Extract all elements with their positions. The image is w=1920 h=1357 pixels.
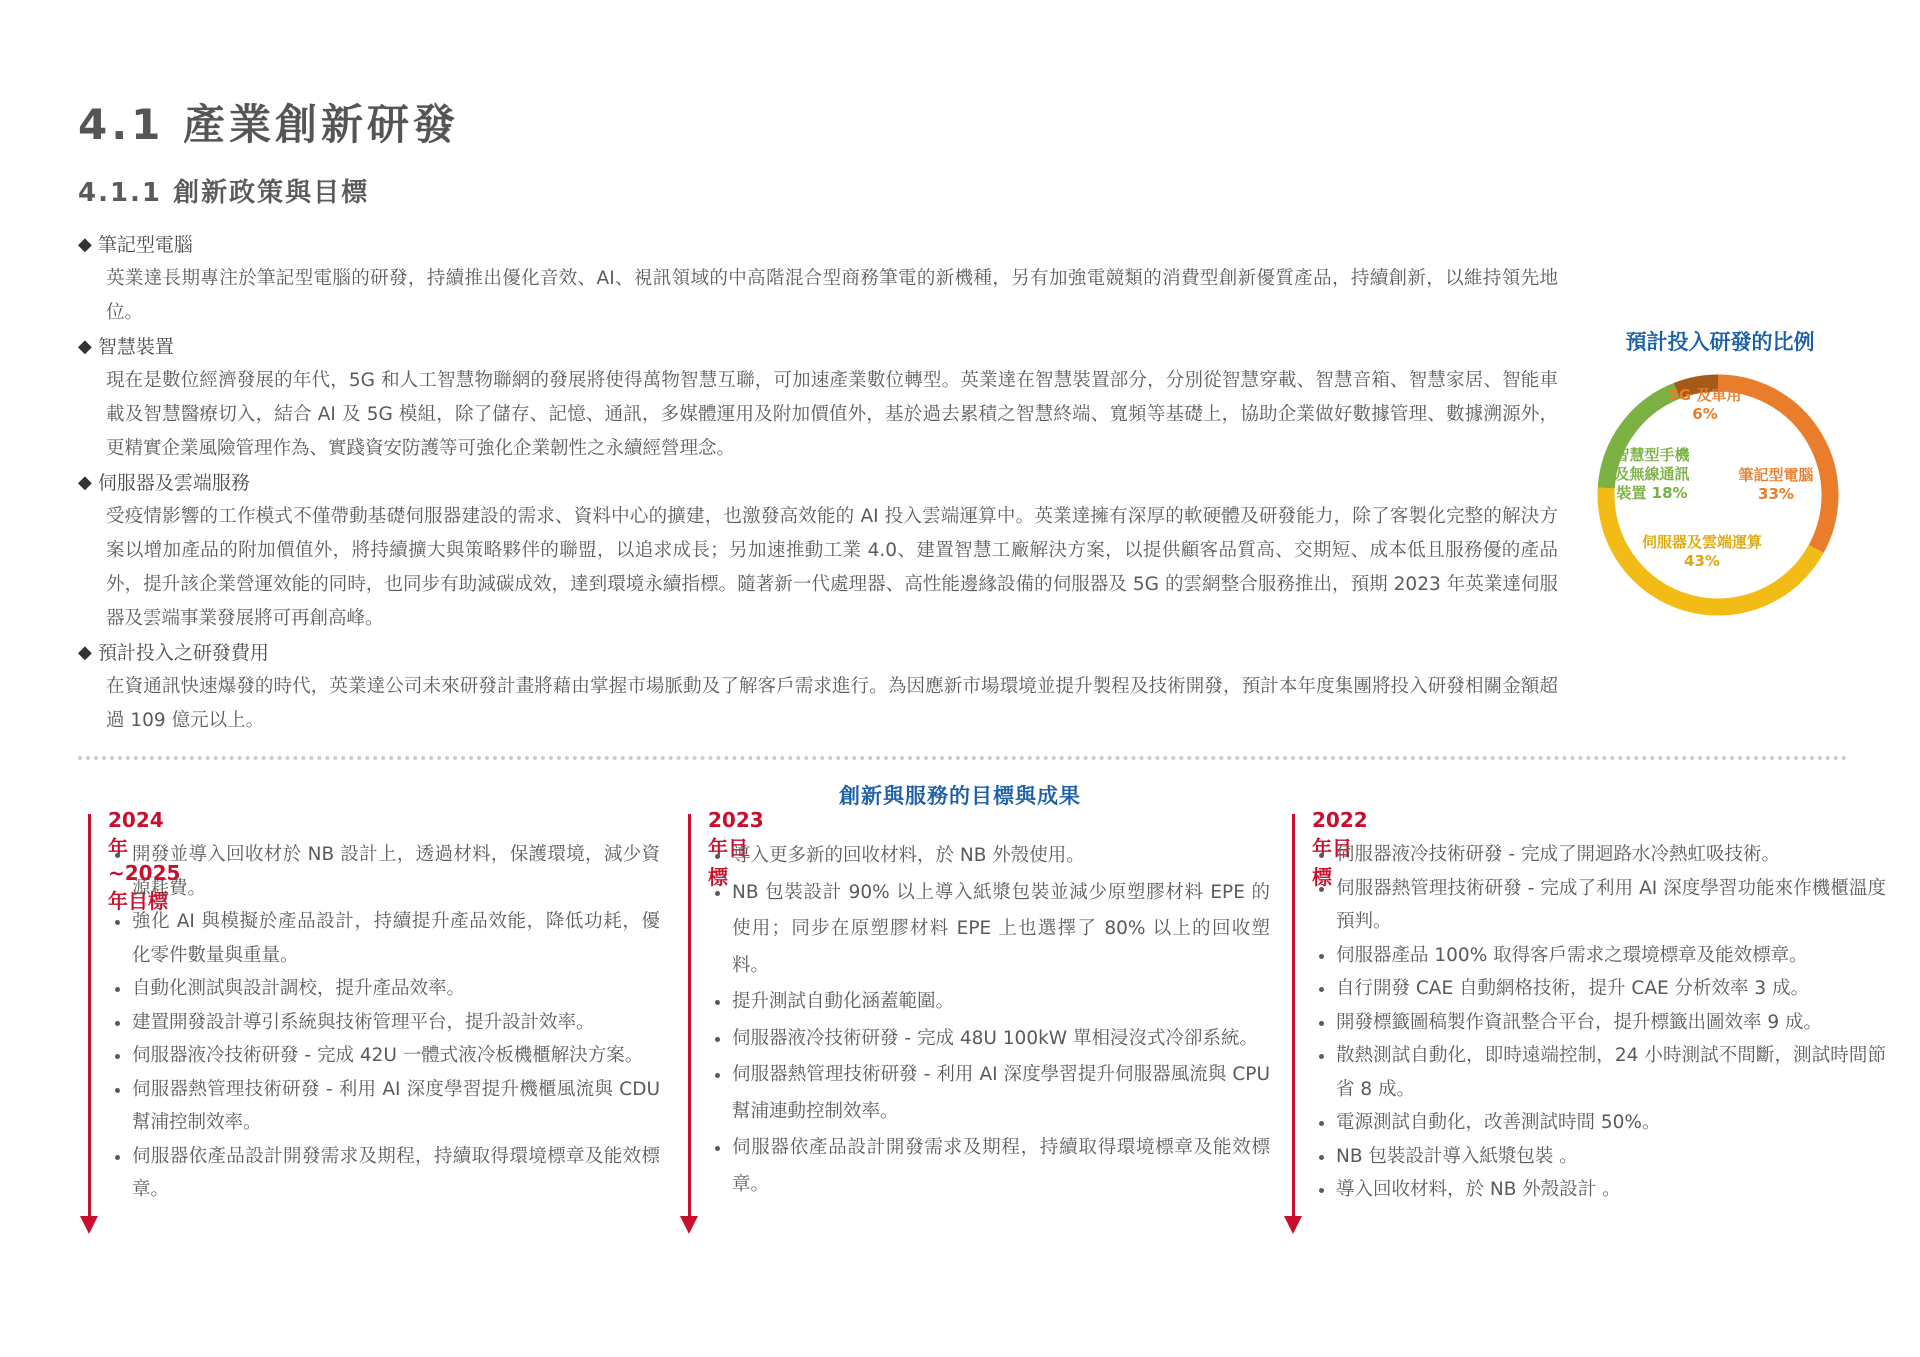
section-body: 現在是數位經濟發展的年代，5G 和人工智慧物聯網的發展將使得萬物智慧互聯，可加速產業數位轉型。英業達在智慧裝置部分，分別從智慧穿載、智慧音箱、智慧家居、智能車載及智慧醫療切入，結合 AI 及 5G 模組，除了儲存、記憶、通訊，多媒體運用及附加價值外，基於過去累積之智慧終端、寬頻等基礎上，協助企業做好數據管理、數據溯源外，更精實企業風險管理作為、實踐資安防護等可強化企業韌性之永續經營理念。 xyxy=(106,370,1558,459)
section-title: 伺服器及雲端服務 xyxy=(97,472,250,494)
list-item: • 電源測試自動化，改善測試時間 50%。 xyxy=(1336,1106,1886,1140)
section-rd-budget xyxy=(78,636,1558,738)
list-item: • 自行開發 CAE 自動網格技術，提升 CAE 分析效率 3 成。 xyxy=(1336,972,1886,1006)
diamond-bullet-icon: ◆ xyxy=(78,336,92,357)
list-item: • 伺服器液冷技術研發 - 完成 42U 一體式液冷板機櫃解決方案。 xyxy=(132,1039,660,1073)
chart-title: 預計投入研發的比例 xyxy=(1625,330,1815,354)
rd-ratio-chart xyxy=(1570,320,1870,640)
list-item: • 伺服器熱管理技術研發 - 利用 AI 深度學習提升伺服器風流與 CPU 幫浦連動控制效率。 xyxy=(732,1057,1270,1130)
list-item: • 伺服器液冷技術研發 - 完成了開迴路水冷熱虹吸技術。 xyxy=(1336,838,1886,872)
timeline-line xyxy=(688,814,691,1220)
section-smart-device xyxy=(78,330,1558,466)
list-item: • 伺服器產品 100% 取得客戶需求之環境標章及能效標章。 xyxy=(1336,939,1886,973)
list-item: • 伺服器熱管理技術研發 - 完成了利用 AI 深度學習功能來作機櫃溫度預判。 xyxy=(1336,872,1886,939)
column-year: 2023 年目標 xyxy=(708,808,764,889)
list-item: • 提升測試自動化涵蓋範圍。 xyxy=(732,984,1270,1021)
label-5g: 5G 及車用 6% xyxy=(1668,386,1742,423)
list-item: • 伺服器依產品設計開發需求及期程，持續取得環境標章及能效標章。 xyxy=(132,1140,660,1207)
diamond-bullet-icon: ◆ xyxy=(78,642,92,663)
section-title: 預計投入之研發費用 xyxy=(97,642,269,664)
page-title: 4.1 產業創新研發 xyxy=(78,100,460,149)
section-body: 在資通訊快速爆發的時代，英業達公司未來研發計畫將藉由掌握市場脈動及了解客戶需求進行。為因應新市場環境並提升製程及技術開發，預計本年度集團將投入研發相關金額超過 109 億元以上。 xyxy=(106,676,1558,731)
list-item: • 導入回收材料，於 NB 外殼設計 。 xyxy=(1336,1173,1886,1207)
arrow-down-icon xyxy=(80,1216,98,1234)
goal-list xyxy=(110,838,660,1207)
label-phone: 智慧型手機及無線通訊裝置 18% xyxy=(1614,446,1690,502)
list-item: • 伺服器液冷技術研發 - 完成 48U 100kW 單相浸沒式冷卻系統。 xyxy=(732,1021,1270,1058)
list-item: • 導入更多新的回收材料，於 NB 外殼使用。 xyxy=(732,838,1270,875)
section-title: 智慧裝置 xyxy=(97,336,174,358)
timeline-line xyxy=(1292,814,1295,1220)
list-item: • 散熱測試自動化，即時遠端控制，24 小時測試不間斷，測試時間節省 8 成。 xyxy=(1336,1039,1886,1106)
list-item: • 自動化測試與設計調校，提升產品效率。 xyxy=(132,972,660,1006)
section-body: 受疫情影響的工作模式不僅帶動基礎伺服器建設的需求、資料中心的擴建，也激發高效能的 AI 投入雲端運算中。英業達擁有深厚的軟硬體及研發能力，除了客製化完整的解決方案以增加產品的附加價值外，將持續擴大與策略夥伴的聯盟，以追求成長；另加速推動工業 4.0、建置智慧工廠解決方案，以提供顧客品質高、交期短、成本低且服務優的產品外，提升該企業營運效能的同時，也同步有助減碳成效，達到環境永續指標。隨著新一代處理器、高性能邊緣設備的伺服器及 5G 的雲網整合服務推出，預期 2023 年英業達伺服器及雲端事業發展將可再創高峰。 xyxy=(106,506,1558,629)
label-notebook: 筆記型電腦 33% xyxy=(1738,466,1814,503)
list-item: • NB 包裝設計 90% 以上導入紙漿包裝並減少原塑膠材料 EPE 的使用；同步在原塑膠材料 EPE 上也選擇了 80% 以上的回收塑料。 xyxy=(732,875,1270,985)
list-item: • 建置開發設計導引系統與技術管理平台，提升設計效率。 xyxy=(132,1006,660,1040)
list-item: • 開發標籤圖稿製作資訊整合平台，提升標籤出圖效率 9 成。 xyxy=(1336,1006,1886,1040)
dotted-divider xyxy=(78,756,1848,760)
section-subtitle: 4.1.1 創新政策與目標 xyxy=(78,178,370,208)
section-body: 英業達長期專注於筆記型電腦的研發，持續推出優化音效、AI、視訊領域的中高階混合型商務筆電的新機種，另有加強電競類的消費型創新優質產品，持續創新，以維持領先地位。 xyxy=(106,268,1558,323)
donut-chart xyxy=(1570,360,1870,640)
list-item: • 伺服器熱管理技術研發 - 利用 AI 深度學習提升機櫃風流與 CDU 幫浦控制效率。 xyxy=(132,1073,660,1140)
goals-title: 創新與服務的目標與成果 xyxy=(839,784,1081,808)
list-item: • NB 包裝設計導入紙漿包裝 。 xyxy=(1336,1140,1886,1174)
column-year: 2024 年 ~2025 年目標 xyxy=(108,808,181,913)
column-year: 2022 年目標 xyxy=(1312,808,1368,889)
section-notebook xyxy=(78,228,1558,330)
goal-list xyxy=(1314,838,1886,1207)
diamond-bullet-icon: ◆ xyxy=(78,234,92,255)
list-item: • 伺服器依產品設計開發需求及期程，持續取得環境標章及能效標章。 xyxy=(732,1130,1270,1203)
section-title: 筆記型電腦 xyxy=(97,234,193,256)
label-server: 伺服器及雲端運算 43% xyxy=(1641,533,1763,570)
timeline-line xyxy=(88,814,91,1220)
arrow-down-icon xyxy=(1284,1216,1302,1234)
arrow-down-icon xyxy=(680,1216,698,1234)
list-item: • 強化 AI 與模擬於產品設計，持續提升產品效能，降低功耗，優化零件數量與重量。 xyxy=(132,905,660,972)
policy-sections xyxy=(78,228,1558,738)
diamond-bullet-icon: ◆ xyxy=(78,472,92,493)
section-server-cloud xyxy=(78,466,1558,636)
goal-list xyxy=(710,838,1270,1203)
list-item: • 開發並導入回收材於 NB 設計上，透過材料，保護環境，減少資源耗費。 xyxy=(132,838,660,905)
